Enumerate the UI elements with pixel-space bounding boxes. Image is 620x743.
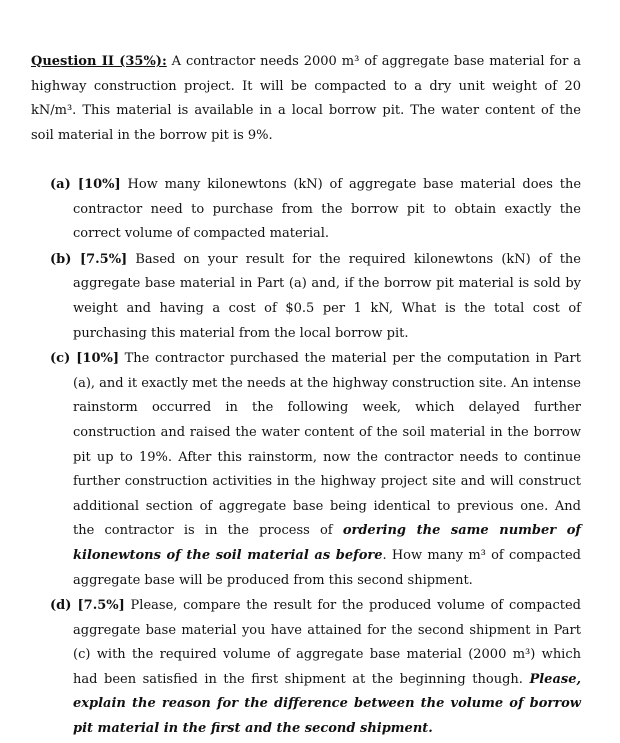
question-text: A contractor needs 2000 m³ of aggregate base material for a highway construction project. It will be compacted to a dry unit weight of 20 kN/m³. This material is available in a local borrow pit. The water content of the soil material in the borrow pit is 9%.	[31, 54, 581, 144]
part-d-emphasis: Please, explain the reason for the difference between the volume of borrow pit material in the first and the second shipment.	[73, 671, 581, 737]
question-label: Question II (35%):	[31, 54, 167, 69]
part-b	[50, 248, 581, 346]
part-a-text: How many kilonewtons (kN) of aggregate base material does the contractor need to purchase from the borrow pit to obtain exactly the correct volume of compacted material.	[73, 177, 582, 242]
part-d	[50, 594, 581, 742]
part-a-tag: (a) [10%]	[50, 177, 121, 192]
question-intro	[31, 50, 581, 149]
part-b-text: Based on your result for the required kilonewtons (kN) of the aggregate base material in Part (a) and, if the borrow pit material is sold by weight and having a cost of $0.5 per 1 kN, What is the total cost of purchasing this material from the local borrow pit.	[73, 251, 581, 341]
part-a	[50, 173, 581, 247]
part-d-tag: (d) [7.5%]	[50, 598, 125, 614]
part-d-text: Please, compare the result for the produced volume of compacted aggregate base material you have attained for the second shipment in Part (c) with the required volume of aggregate base material (2000 m³) which had been satisfied in the first shipment at the beginning though.	[73, 598, 581, 687]
part-c-emphasis: ordering the same number of kilonewtons of the soil material as before	[73, 523, 581, 563]
part-b-tag: (b) [7.5%]	[50, 251, 128, 267]
part-c-tag: (c) [10%]	[50, 351, 119, 367]
part-c	[50, 347, 581, 593]
part-c-text-end: . How many m³ of compacted aggregate base will be produced from this second shipment.	[73, 547, 581, 588]
question-parts	[50, 173, 581, 742]
part-c-text: The contractor purchased the material per the computation in Part (a), and it exactly met the needs at the highway construction site. An intense rainstorm occurred in the following week, which delayed further construction and raised the water content of the soil material in the borrow pit up to 19%. After this rainstorm, now the contractor needs to continue further construction activities in the highway project site and will construct additional section of aggregate base being identical to previous one. And the contractor is in the process of	[73, 351, 582, 539]
